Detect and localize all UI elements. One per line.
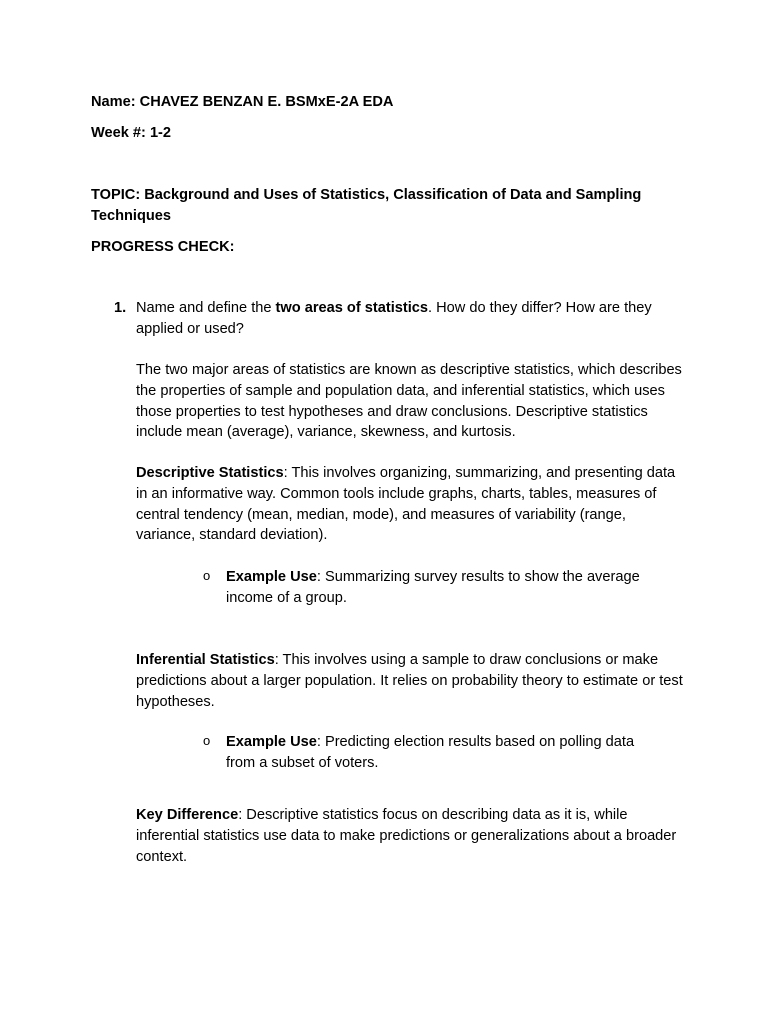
hollow-bullet-icon: o	[203, 568, 211, 583]
topic-heading: TOPIC: Background and Uses of Statistics, Classification of Data and Sampling Techniques	[91, 187, 642, 224]
question-text	[136, 298, 681, 340]
question-text-start: Name and define the	[136, 300, 276, 316]
descriptive-statistics-paragraph	[136, 463, 686, 546]
example-content: : Summarizing survey results to show the average income of a group.	[226, 569, 640, 606]
question-1	[114, 298, 694, 342]
question-emphasis: two areas of statistics	[275, 300, 429, 316]
inferential-term: Inferential Statistics	[136, 652, 275, 668]
descriptive-example-bullet	[203, 567, 673, 611]
hollow-bullet-icon: o	[203, 733, 211, 748]
answer-intro-paragraph: The two major areas of statistics are known as descriptive statistics, which describes the properties of sample and population data, and inferential statistics, which uses those properties to test hypotheses and draw conclusions. Descriptive statistics include mean (average), variance, skewness, and kurtosis.	[136, 362, 682, 441]
descriptive-definition: : This involves organizing, summarizing, and presenting data in an informative way. Common tools include graphs, charts, tables, measures of central tendency (mean, median, mode), and measures of variability (range, variance, standard deviation).	[136, 465, 676, 544]
student-name-line: Name: CHAVEZ BENZAN E. BSMxE-2A EDA	[91, 94, 394, 110]
week-line: Week #: 1-2	[91, 125, 172, 141]
descriptive-term: Descriptive Statistics	[136, 465, 284, 481]
inferential-example-text	[226, 732, 666, 774]
inferential-definition: : This involves using a sample to draw conclusions or make predictions about a larger population. It relies on probability theory to estimate or test hypotheses.	[136, 652, 683, 710]
key-difference-paragraph	[136, 805, 686, 867]
progress-check-heading: PROGRESS CHECK:	[91, 239, 235, 255]
example-label: Example Use	[226, 734, 317, 750]
key-difference-text: : Descriptive statistics focus on describing data as it is, while inferential statistics use data to make predictions or generalizations about a broader context.	[136, 807, 677, 865]
inferential-example-bullet	[203, 732, 673, 776]
question-text-end: . How do they differ? How are they applied or used?	[136, 300, 652, 337]
descriptive-example-text	[226, 567, 666, 609]
inferential-statistics-paragraph	[136, 650, 686, 712]
key-difference-term: Key Difference	[136, 807, 239, 823]
question-number: 1.	[114, 300, 127, 316]
example-label: Example Use	[226, 569, 317, 585]
example-content: : Predicting election results based on polling data from a subset of voters.	[226, 734, 635, 771]
